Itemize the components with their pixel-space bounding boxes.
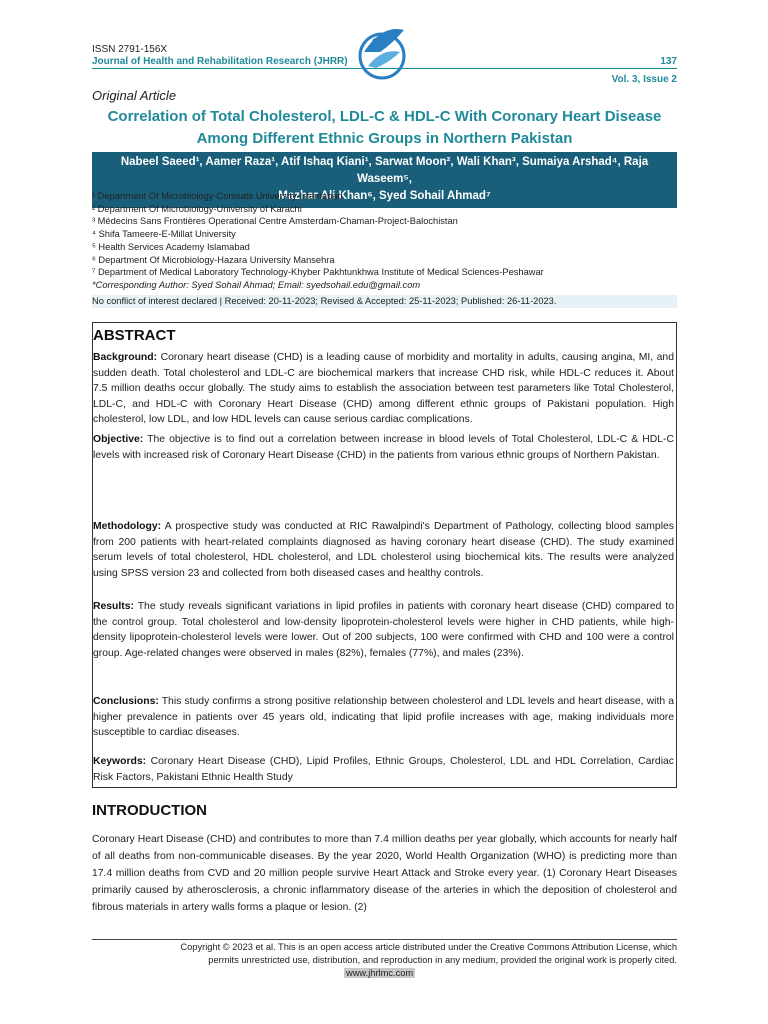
corresponding-author: *Corresponding Author: Syed Sohail Ahmad; Email: syedsohail.edu@gmail.com [92, 279, 421, 290]
abstract-heading: ABSTRACT [93, 327, 176, 344]
objective-label: Objective: [93, 434, 144, 445]
affiliation: ⁷ Department of Medical Laboratory Technology-Khyber Pakhtunkhwa Institute of Medical Sciences-Peshawar [92, 267, 544, 278]
conclusions-label: Conclusions: [93, 696, 159, 707]
introduction-text: Coronary Heart Disease (CHD) and contributes to more than 7.4 million deaths per year globally, which accounts for nearly half of all deaths from non-communicable diseases. By the year 2020, World Health Organization (WHO) is predicting more than 17.4 million deaths from CVD and 20 million people survive Heart Attack and Stroke every year. (1) Coronary Heart Diseases primarily caused by atherosclerosis, a chronic inflammatory disease of the arteries in which the deposition of cholesterol and fibrous materials in artery walls forms a plaque or lesion. (2) [92, 834, 677, 913]
title-line: Correlation of Total Cholesterol, LDL-C & HDL-C With Coronary Heart Disease [107, 108, 662, 125]
article-title [92, 106, 677, 150]
methodology-text: A prospective study was conducted at RIC Rawalpindi's Department of Pathology, collecting blood samples from 200 patients with heart-related complaints diagnosed as having coronary heart disease (CHD). The study examined serum levels of total cholesterol, HDL cholesterol, and LDL cholesterol using biochemical kits. The results were analyzed using SPSS version 23 and collected from both diseased cases and healthy controls. [93, 521, 674, 579]
title-line: Among Different Ethnic Groups in Northern Pakistan [196, 130, 573, 147]
copyright-notice [92, 941, 677, 967]
abstract-results [93, 599, 674, 661]
affiliation: ⁵ Health Services Academy Islamabad [92, 241, 250, 252]
background-label: Background: [93, 352, 158, 363]
footer-divider [92, 939, 677, 940]
author-line: Nabeel Saeed¹, Aamer Raza¹, Atif Ishaq Kiani¹, Sarwat Moon², Wali Khan³, Sumaiya Arshad⁴, Raja Waseem⁵, [120, 156, 649, 185]
website-link[interactable]: www.jhrlmc.com [346, 968, 414, 978]
issn: ISSN 2791-156X [92, 44, 168, 55]
abstract-background [93, 350, 674, 428]
article-type: Original Article [92, 88, 177, 103]
volume-issue: Vol. 3, Issue 2 [611, 74, 677, 85]
introduction-heading: INTRODUCTION [92, 802, 207, 819]
conflict-and-dates: No conflict of interest declared | Received: 20-11-2023; Revised & Accepted: 25-11-2023; Published: 26-11-2023. [92, 295, 677, 308]
jhrr-logo-icon [354, 22, 410, 82]
background-text: Coronary heart disease (CHD) is a leading cause of morbidity and mortality in adults, causing angina, MI, and sudden death. Total cholesterol and LDL-C are biochemical markers that increase CHD risk, while HDL-C reduces it. About 7.5 million deaths occur globally. The study aims to establish the association between test parameters like Total Cholesterol, LDL-C, and HDL-C with Coronary Heart Disease (CHD) among different ethnic groups of Pakistani population. High cholesterol, low LDL, and low HDL levels can cause serious cardiac complications. [93, 352, 674, 426]
abstract-objective [93, 432, 674, 463]
affiliation: ¹ Department Of Microbiology-Comsats University-Islamabad [92, 191, 343, 201]
abstract-box [92, 322, 677, 788]
affiliation: ⁴ Shifa Tameere-E-Millat University [92, 229, 236, 240]
objective-text: The objective is to find out a correlation between increase in blood levels of Total Cholesterol, LDL-C & HDL-C levels with increased risk of Coronary Heart Disease (CHD) in the patients from various ethnic groups of Northern Pakistan. [93, 434, 674, 461]
copyright-line: Copyright © 2023 et al. This is an open access article distributed under the Creative Commons Attribution License, which [180, 942, 677, 952]
journal-name: Journal of Health and Rehabilitation Research (JHRR) [92, 56, 348, 67]
methodology-label: Methodology: [93, 521, 162, 532]
abstract-keywords [93, 754, 674, 785]
affiliation: ³ Médecins Sans Frontières Operational Centre Amsterdam-Chaman-Project-Balochistan [92, 216, 458, 227]
affiliations [92, 190, 677, 292]
affiliation: ⁶ Department Of Microbiology-Hazara University Mansehra [92, 254, 335, 265]
conclusions-text: This study confirms a strong positive relationship between cholesterol and LDL levels and heart disease, with a higher prevalence in patients over 45 years old, indicating that lipid profile increases with age, making individuals more susceptible to cardiac diseases. [93, 696, 674, 739]
abstract-methodology [93, 519, 674, 581]
abstract-conclusions [93, 694, 674, 741]
page-number: 137 [660, 56, 677, 67]
article-page [92, 0, 677, 1024]
affiliation: ² Department Of Microbiology-University of Karachi [92, 203, 302, 214]
keywords-label: Keywords: [93, 756, 147, 767]
results-text: The study reveals significant variations in lipid profiles in patients with coronary heart disease (CHD) compared to the control group. Total cholesterol and low-density lipoprotein-cholesterol levels were higher in CHD patients, while high-density lipoprotein-cholesterol levels were lower. Out of 200 subjects, 100 were confirmed with CHD and 100 were a control group. Age-related changes were observed in males (82%), females (77%), and males (23%). [93, 601, 674, 659]
results-label: Results: [93, 601, 134, 612]
keywords-text: Coronary Heart Disease (CHD), Lipid Profiles, Ethnic Groups, Cholesterol, LDL and HDL Correlation, Cardiac Risk Factors, Pakistani Ethnic Health Study [93, 756, 674, 783]
author-line: Mazhar Ali Khan⁶, Syed Sohail Ahmad⁷ [278, 190, 491, 202]
copyright-line: permits unrestricted use, distribution, and reproduction in any medium, provided the original work is properly cited. [208, 955, 677, 965]
